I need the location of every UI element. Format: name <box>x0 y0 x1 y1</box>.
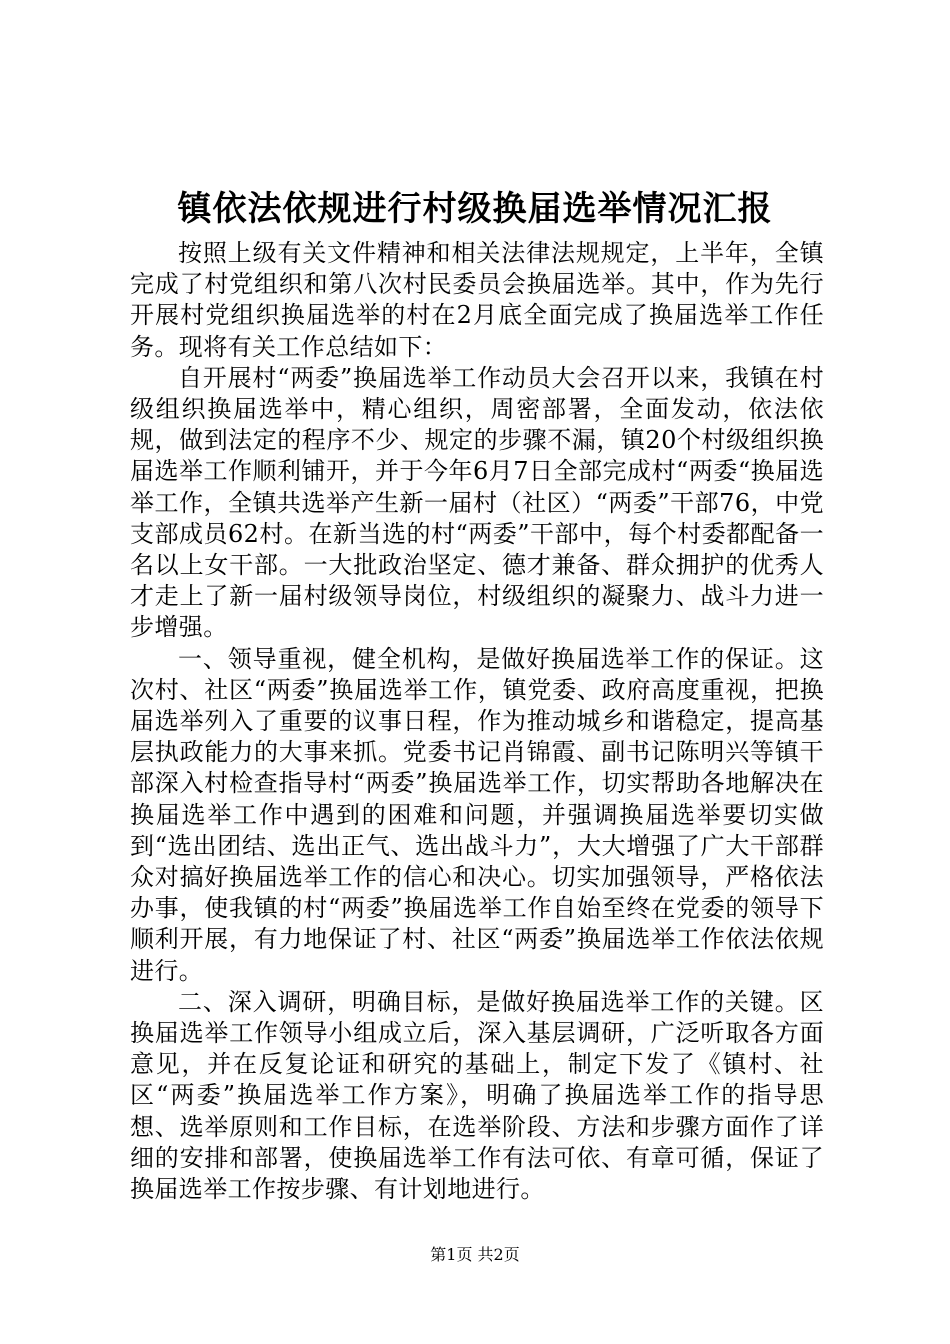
document-title: 镇依法依规进行村级换届选举情况汇报 <box>177 189 773 229</box>
paragraph-section-2: 二、深入调研，明确目标，是做好换届选举工作的关键。区换届选举工作领导小组成立后，深入基层调研，广泛听取各方面意见，并在反复论证和研究的基础上，制定下发了《镇村、社区“两委”换届选举工作方案》，明确了换届选举工作的指导思想、选举原则和工作目标，在选举阶段、方法和步骤方面作了详细的安排和部署，使换届选举工作有法可依、有章可循，保证了换届选举工作按步骤、有计划地进行。 <box>130 987 824 1204</box>
paragraph-section-1: 一、领导重视，健全机构，是做好换届选举工作的保证。这次村、社区“两委”换届选举工作，镇党委、政府高度重视，把换届选举列入了重要的议事日程，作为推动城乡和谐稳定，提高基层执政能力的大事来抓。党委书记肖锦霞、副书记陈明兴等镇干部深入村检查指导村“两委”换届选举工作，切实帮助各地解决在换届选举工作中遇到的困难和问题，并强调换届选举要切实做到“选出团结、选出正气、选出战斗力”，大大增强了广大干部群众对搞好换届选举工作的信心和决心。切实加强领导，严格依法办事，使我镇的村“两委”换届选举工作自始至终在党委的领导下顺利开展，有力地保证了村、社区“两委”换届选举工作依法依规进行。 <box>130 644 824 985</box>
document-body <box>130 238 824 1205</box>
page-footer: 第1页 共2页 <box>430 1245 520 1264</box>
paragraph-overview: 自开展村“两委”换届选举工作动员大会召开以来，我镇在村级组织换届选举中，精心组织，周密部署，全面发动，依法依规，做到法定的程序不少、规定的步骤不漏，镇20个村级组织换届选举工作顺利铺开，并于今年6月7日全部完成村“两委“换届选举工作，全镇共选举产生新一届村（社区）“两委”干部76，中党支部成员62村。在新当选的村“两委”干部中，每个村委都配备一名以上女干部。一大批政治坚定、德才兼备、群众拥护的优秀人才走上了新一届村级领导岗位，村级组织的凝聚力、战斗力进一步增强。 <box>130 363 824 642</box>
paragraph-intro: 按照上级有关文件精神和相关法律法规规定，上半年，全镇完成了村党组织和第八次村民委员会换届选举。其中，作为先行开展村党组织换届选举的村在2月底全面完成了换届选举工作任务。现将有关工作总结如下： <box>130 239 824 361</box>
